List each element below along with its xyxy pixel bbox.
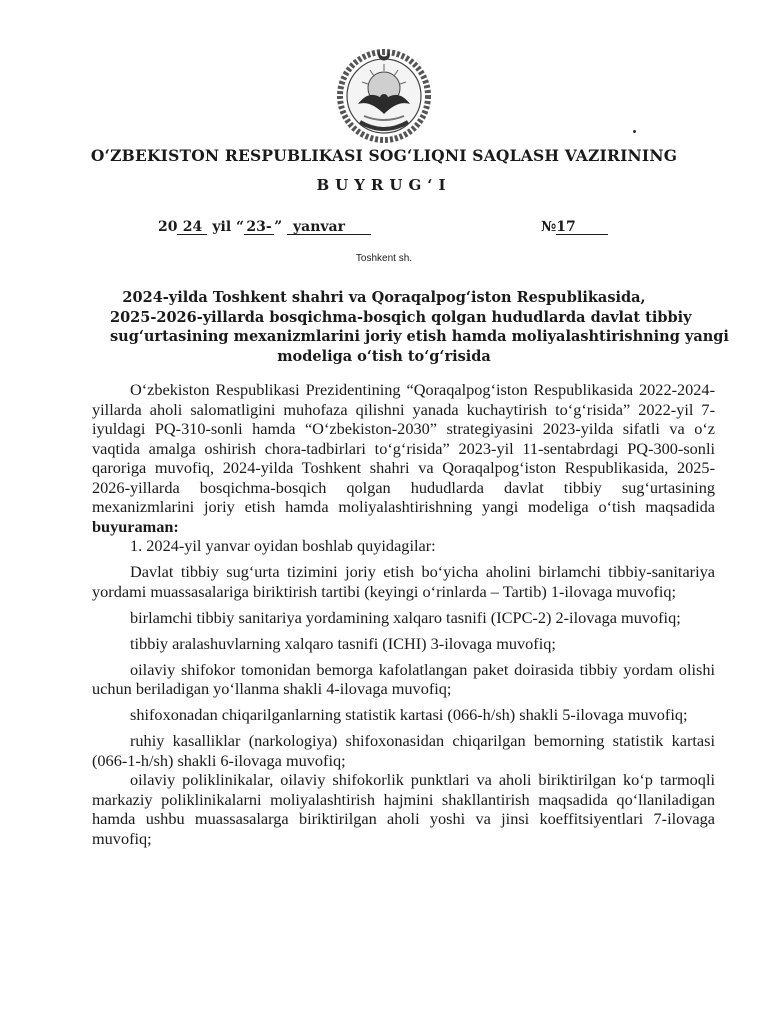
title-line: sug‘urtasining mexanizmlarini joriy etish hamda moliyalashtirishning yangi: [110, 328, 729, 345]
order-number: [541, 219, 608, 235]
document-title: [110, 288, 729, 366]
date-yil-label: yil: [212, 219, 232, 235]
date-day: 23-: [244, 220, 274, 235]
title-line: 2024-yilda Toshkent shahri va Qoraqalpog‘iston Respublikasida,: [122, 289, 646, 306]
date-quote: ”: [274, 219, 283, 235]
date-prefix: 20: [158, 219, 178, 235]
document-body: [92, 380, 715, 855]
scan-dot: [633, 130, 636, 133]
list-item: shifoxonadan chiqarilganlarning statistik kartasi (066-h/sh) shakli 5-ilovaga muvofiq;: [130, 705, 688, 724]
point-1: 1. 2024-yil yanvar oyidan boshlab quyidagilar:: [130, 536, 436, 555]
order-date: 20 24 yil “ 23- ” yanvar: [158, 219, 371, 235]
list-item: oilaviy shifokor tomonidan bemorga kafolatlangan paket doirasida tibbiy yordam olishi uchun beriladigan yo‘llanma shakli 4-ilovaga muvofiq;: [92, 659, 715, 698]
city-label: Toshkent sh.: [355, 253, 413, 264]
title-line: 2025-2026-yillarda bosqichma-bosqich qolgan hududlarda davlat tibbiy: [110, 308, 692, 326]
intro-bold: buyuraman:: [92, 516, 179, 536]
list-item: Davlat tibbiy sug‘urta tizimini joriy etish bo‘yicha aholini birlamchi tibbiy-sanitariya yordami muassasalariga biriktirish tartibi (keyingi o‘rinlarda – Tartib) 1-ilovaga muvofiq;: [92, 562, 715, 601]
date-year: 24: [177, 220, 207, 235]
intro-text: O‘zbekiston Respublikasi Prezidentining “Qoraqalpog‘iston Respublikasida 2022-2024-yillarda aholi salomatligini muhofaza qilishni yanada kuchaytirish to‘g‘risida” 2022-yil 7-iyuldagi PQ-310-sonli hamda “O‘zbekiston-2030” strategiyasini 2023-yilda sifatli va o‘z vaqtida amalga oshirish chora-tadbirlari to‘g‘risida” 2023-yil 11-sentabrdagi PQ-300-sonli qaroriga muvofiq, 2024-yilda Toshkent shahri va Qoraqalpog‘iston Respublikasida, 2025-2026-yillarda bosqichma-bosqich qolgan hududlarda davlat tibbiy sug‘urtasining mexanizmlarini joriy etish hamda moliyalashtirishning yangi modeliga o‘tish maqsadida: [92, 380, 715, 516]
ministry-heading: O‘ZBEKISTON RESPUBLIKASI SOG‘LIQNI SAQLASH VAZIRINING: [90, 146, 678, 165]
number-value: 17: [556, 220, 608, 235]
date-month: yanvar: [287, 220, 371, 235]
list-item: birlamchi tibbiy sanitariya yordamining xalqaro tasnifi (ICPC-2) 2-ilovaga muvofiq;: [130, 607, 681, 627]
order-title: BUYRUG‘I: [316, 176, 452, 194]
list-item: ruhiy kasalliklar (narkologiya) shifoxonasidan chiqarilgan bemorning statistik kartasi (066-1-h/sh) shakli 6-ilovaga muvofiq;: [92, 731, 715, 770]
number-sign: №: [541, 219, 557, 235]
intro-paragraph: [92, 380, 715, 536]
list-item: oilaviy poliklinikalar, oilaviy shifokorlik punktlari va aholi biriktirilgan ko‘p tarmoqli markaziy poliklinikalarni moliyalashtirish hajmini shakllantirish maqsadida qo‘llaniladigan hamda ushbu muassasalarga biriktirilgan aholi yoshi va jinsi koeffitsiyentlari 7-ilovaga muvofiq;: [92, 770, 715, 848]
list-item: tibbiy aralashuvlarning xalqaro tasnifi (ICHI) 3-ilovaga muvofiq;: [130, 633, 556, 653]
title-line: modeliga o‘tish to‘g‘risida: [277, 347, 491, 365]
state-emblem-icon: [334, 44, 434, 144]
